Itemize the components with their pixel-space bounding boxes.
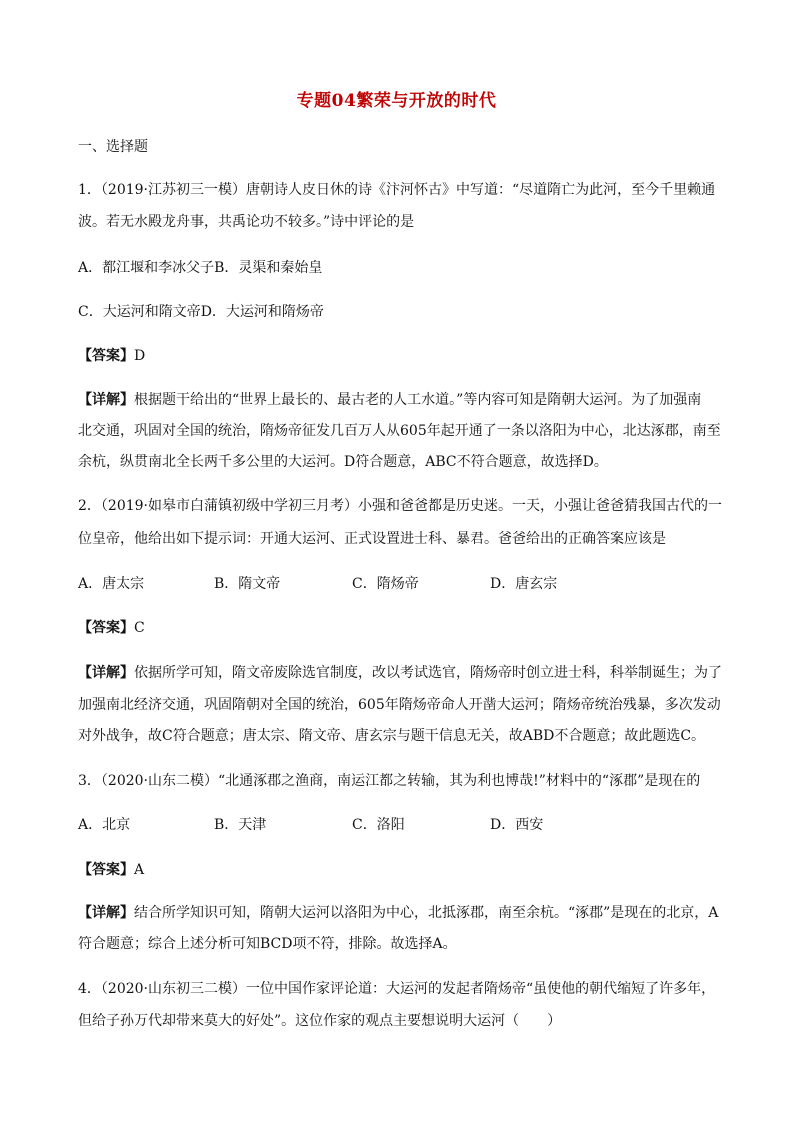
q3-detail-text-1: 结合所学知识可知，隋朝大运河以洛阳为中心，北抵涿郡，南至余杭。“涿郡”是现在的北京，A [134,905,719,921]
q1-stem-line-2: 波。若无水殿龙舟事，共禹论功不较多。”诗中评论的是 [78,214,415,230]
q1-detail-line-3: 余杭，纵贯南北全长两千多公里的大运河。D符合题意，ABC不符合题意，故选择D。 [78,454,608,470]
q1-answer-value: D [134,348,146,364]
q3-detail-line-1 [78,903,723,923]
q3-option-a: A．北京 [78,817,131,833]
detail-tag: 【详解】 [78,392,134,408]
q1-options-cd: C．大运河和隋文帝D．大运河和隋炀帝 [78,304,324,320]
q1-stem-line-1: 1．（2019·江苏初三一模）唐朝诗人皮日休的诗《汴河怀古》中写道：“尽道隋亡为此河，至今千里赖通 [78,182,716,198]
q2-stem-line-2: 位皇帝，他给出如下提示词：开通大运河、正式设置进士科、暴君。爸爸给出的正确答案应该是 [78,531,666,547]
q3-stem-line-1: 3．（2020·山东二模）“北通涿郡之渔商，南运江都之转输，其为利也博哉!”材料中的“涿郡”是现在的 [78,773,701,789]
answer-tag: 【答案】 [78,620,134,636]
q2-detail-line-3: 对外战争，故C符合题意；唐太宗、隋文帝、唐玄宗与题干信息无关，故ABD不合题意；故此题选C。 [78,728,706,744]
q2-answer [78,618,723,638]
q1-detail-text-1: 根据题干给出的“世界上最长的、最古老的人工水道。”等内容可知是隋朝大运河。为了加强南 [134,392,702,408]
q4-stem-line-1: 4．（2020·山东初三二模）一位中国作家评论道：大运河的发起者隋炀帝“虽使他的朝代缩短了许多年， [78,981,716,997]
q2-answer-value: C [134,620,145,636]
q3-detail-line-2: 符合题意；综合上述分析可知BCD项不符，排除。故选择A。 [78,936,457,952]
q2-option-d: D．唐玄宗 [490,576,558,592]
q4-stem-line-2: 但给子孙万代却带来莫大的好处”。这位作家的观点主要想说明大运河（ ） [78,1013,562,1029]
q3-option-d: D．西安 [490,817,544,833]
q1-options-ab: A．都江堰和李冰父子B．灵渠和秦始皇 [78,260,323,276]
detail-tag: 【详解】 [78,665,134,681]
q2-option-c: C．隋炀帝 [352,576,419,592]
q1-detail-line-2: 北交通，巩固对全国的统治，隋炀帝征发几百万人从605年起开通了一条以洛阳为中心，北达涿郡，南至 [78,423,721,439]
q3-answer [78,860,723,880]
q1-detail-line-1 [78,390,723,410]
q3-option-b: B．天津 [214,817,267,833]
q1-answer [78,346,723,366]
answer-tag: 【答案】 [78,348,134,364]
q2-detail-line-2: 加强南北经济交通，巩固隋朝对全国的统治，605年隋炀帝命人开凿大运河；隋炀帝统治残暴，多次发动 [78,697,721,713]
q3-answer-value: A [134,862,145,878]
q2-option-b: B．隋文帝 [214,576,281,592]
q2-option-a: A．唐太宗 [78,576,145,592]
section-heading: 一、选择题 [78,139,148,155]
q2-detail-text-1: 依据所学可知，隋文帝废除选官制度，改以考试选官，隋炀帝时创立进士科，科举制诞生；为了 [134,665,722,681]
q3-option-c: C．洛阳 [352,817,405,833]
q2-detail-line-1 [78,663,723,683]
q2-stem-line-1: 2．（2019·如皋市白蒲镇初级中学初三月考）小强和爸爸都是历史迷。一天，小强让爸爸猜我国古代的一 [78,498,722,514]
document-title: 专题04繁荣与开放的时代 [296,91,497,111]
detail-tag: 【详解】 [78,905,134,921]
answer-tag: 【答案】 [78,862,134,878]
